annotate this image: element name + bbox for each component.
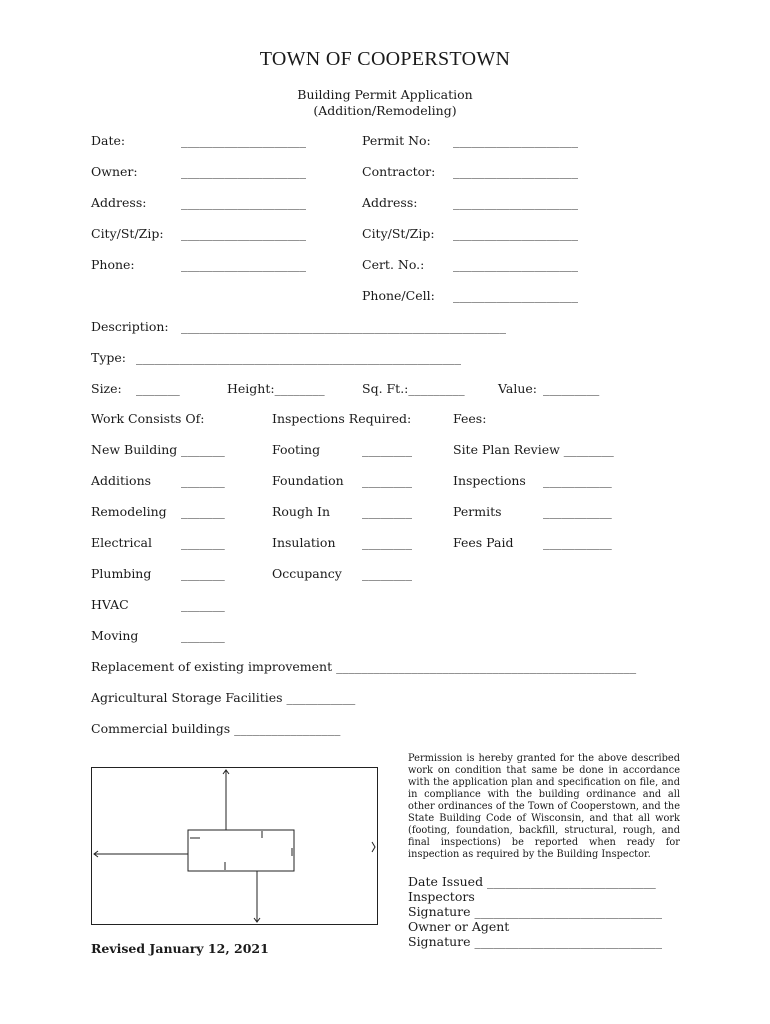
inspection-blank-insulation[interactable]: ________ <box>362 535 412 550</box>
owner-label: Owner: <box>91 164 138 179</box>
work-item-hvac: HVAC <box>91 597 129 612</box>
size-field[interactable]: _______ <box>136 381 180 396</box>
inspection-item-insulation: Insulation <box>272 535 336 550</box>
work-item-moving: Moving <box>91 628 139 643</box>
work-item-electrical: Electrical <box>91 535 152 550</box>
work-blank-remodeling[interactable]: _______ <box>181 504 225 519</box>
inspection-blank-occupancy[interactable]: ________ <box>362 566 412 581</box>
owner-city-label: City/St/Zip: <box>91 226 164 241</box>
permission-statement: Permission is hereby granted for the above described work on condition that same be done in accordance with the application plan and specification on file, and in compliance with the building ordinance and all other ordinances of the Town of Cooperstown, and the State Building Code of Wisconsin, and that all work (footing, foundation, backfill, structural, rough, and final inspections) be reported when ready for inspection as required by the Building Inspector. <box>408 753 680 860</box>
work-blank-plumbing[interactable]: _______ <box>181 566 225 581</box>
inspectors-label: Inspectors <box>408 889 475 904</box>
contractor-label: Contractor: <box>362 164 436 179</box>
form-subtitle: Building Permit Application <box>297 87 473 102</box>
inspection-item-rough-in: Rough In <box>272 504 331 519</box>
work-item-additions: Additions <box>91 473 152 488</box>
owner-address-label: Address: <box>91 195 147 210</box>
inspection-item-occupancy: Occupancy <box>272 566 342 581</box>
work-blank-hvac[interactable]: _______ <box>181 597 225 612</box>
owner-address-field[interactable]: ____________________ <box>181 195 306 210</box>
inspector-signature-line[interactable]: Signature ______________________________ <box>408 904 662 919</box>
fee-blank-fees-paid[interactable]: ___________ <box>543 535 612 550</box>
phone-cell-label: Phone/Cell: <box>362 288 435 303</box>
inspection-blank-foundation[interactable]: ________ <box>362 473 412 488</box>
value-field[interactable]: _________ <box>543 381 600 396</box>
inspection-item-footing: Footing <box>272 442 321 457</box>
work-blank-electrical[interactable]: _______ <box>181 535 225 550</box>
owner-phone-label: Phone: <box>91 257 135 272</box>
date-label: Date: <box>91 133 126 148</box>
owner-city-field[interactable]: ____________________ <box>181 226 306 241</box>
inspections-heading: Inspections Required: <box>272 411 412 426</box>
work-item-plumbing: Plumbing <box>91 566 152 581</box>
owner-signature-line[interactable]: Signature ______________________________ <box>408 934 662 949</box>
date-issued-line[interactable]: Date Issued ___________________________ <box>408 874 656 889</box>
contractor-field[interactable]: ____________________ <box>453 164 578 179</box>
replacement-line[interactable]: Replacement of existing improvement ________________________________________________ <box>91 659 637 674</box>
site-plan-box <box>91 767 378 925</box>
contractor-city-label: City/St/Zip: <box>362 226 435 241</box>
inspection-blank-footing[interactable]: ________ <box>362 442 412 457</box>
value-label: Value: <box>498 381 537 396</box>
height-field[interactable]: Height:________ <box>227 381 325 396</box>
contractor-address-label: Address: <box>362 195 418 210</box>
work-blank-moving[interactable]: _______ <box>181 628 225 643</box>
inspection-item-foundation: Foundation <box>272 473 344 488</box>
commercial-line[interactable]: Commercial buildings _________________ <box>91 721 341 736</box>
form-subtitle-type: (Addition/Remodeling) <box>313 103 457 118</box>
contractor-address-field[interactable]: ____________________ <box>453 195 578 210</box>
cert-no-label: Cert. No.: <box>362 257 425 272</box>
work-blank-new-building[interactable]: _______ <box>181 442 225 457</box>
owner-phone-field[interactable]: ____________________ <box>181 257 306 272</box>
type-field[interactable]: ____________________________________________________ <box>136 350 461 365</box>
fee-item-fees-paid: Fees Paid <box>453 535 514 550</box>
date-field[interactable]: ____________________ <box>181 133 306 148</box>
permit-no-field[interactable]: ____________________ <box>453 133 578 148</box>
work-blank-additions[interactable]: _______ <box>181 473 225 488</box>
fee-item-permits: Permits <box>453 504 502 519</box>
fee-site-plan-review[interactable]: Site Plan Review ________ <box>453 442 614 457</box>
inspection-blank-rough-in[interactable]: ________ <box>362 504 412 519</box>
description-field[interactable]: ____________________________________________________ <box>181 319 506 334</box>
phone-cell-field[interactable]: ____________________ <box>453 288 578 303</box>
permit-no-label: Permit No: <box>362 133 431 148</box>
fee-item-inspections: Inspections <box>453 473 526 488</box>
fees-heading: Fees: <box>453 411 487 426</box>
size-label: Size: <box>91 381 122 396</box>
site-plan-diagram <box>92 768 377 924</box>
work-item-new-building: New Building <box>91 442 178 457</box>
sqft-field[interactable]: Sq. Ft.:_________ <box>362 381 465 396</box>
owner-agent-label: Owner or Agent <box>408 919 510 934</box>
agricultural-line[interactable]: Agricultural Storage Facilities ___________ <box>91 690 356 705</box>
work-item-remodeling: Remodeling <box>91 504 167 519</box>
description-label: Description: <box>91 319 169 334</box>
cert-no-field[interactable]: ____________________ <box>453 257 578 272</box>
fee-blank-permits[interactable]: ___________ <box>543 504 612 519</box>
contractor-city-field[interactable]: ____________________ <box>453 226 578 241</box>
owner-field[interactable]: ____________________ <box>181 164 306 179</box>
revised-date: Revised January 12, 2021 <box>91 941 269 956</box>
type-label: Type: <box>91 350 127 365</box>
fee-blank-inspections[interactable]: ___________ <box>543 473 612 488</box>
work-consists-heading: Work Consists Of: <box>91 411 205 426</box>
page-title: TOWN OF COOPERSTOWN <box>259 48 511 70</box>
